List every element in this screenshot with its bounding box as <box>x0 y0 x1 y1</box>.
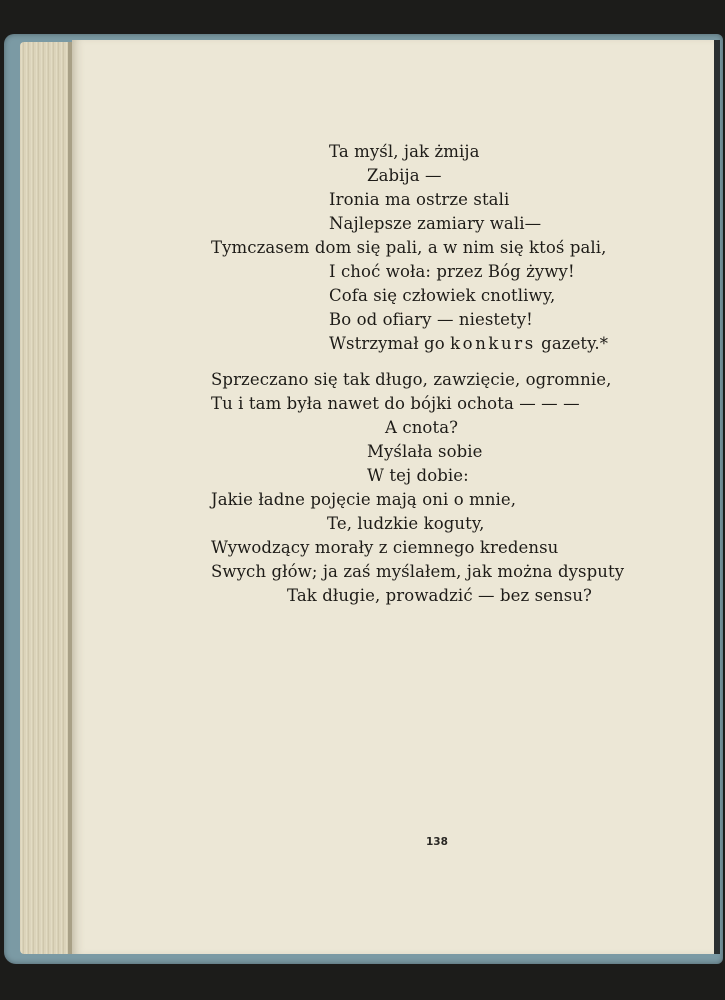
poem-line: Zabija — <box>367 166 442 185</box>
page-edges <box>20 42 72 954</box>
cover-edge-right <box>714 40 720 954</box>
poem-line: Te, ludzkie koguty, <box>327 514 485 533</box>
poem-line-suffix: gazety.* <box>535 334 609 353</box>
poem-line: Wywodzący morały z ciemnego kredensu <box>211 538 559 557</box>
poem-line: Sprzeczano się tak długo, zawzięcie, ogromnie, <box>211 370 612 389</box>
poem-line: A cnota? <box>385 418 459 437</box>
poem-line: Tu i tam była nawet do bójki ochota — — — <box>211 394 580 413</box>
poem-line: Najlepsze zamiary wali— <box>329 214 542 233</box>
poem-line: Jakie ładne pojęcie mają oni o mnie, <box>211 490 517 509</box>
poem-line: Ta myśl, jak żmija <box>329 142 480 161</box>
poem-line-last <box>329 332 608 356</box>
emphasized-word: konkurs <box>450 334 536 353</box>
page-number: 138 <box>426 836 448 848</box>
poem-line: Myślała sobie <box>367 442 483 461</box>
poem-line: Tak długie, prowadzić — bez sensu? <box>287 586 593 605</box>
poem-line: I choć woła: przez Bóg żywy! <box>329 262 575 281</box>
poem-line: W tej dobie: <box>367 466 469 485</box>
poem-line: Cofa się człowiek cnotliwy, <box>329 286 556 305</box>
poem-line: Ironia ma ostrze stali <box>329 190 510 209</box>
poem-line: Tymczasem dom się pali, a w nim się ktoś pali, <box>211 238 607 257</box>
book-page <box>72 40 720 954</box>
poem-line-prefix: Wstrzymał go <box>329 334 451 353</box>
poem-line: Swych głów; ja zaś myślałem, jak można dysputy <box>211 562 625 581</box>
poem-line: Bo od ofiary — niestety! <box>329 310 533 329</box>
